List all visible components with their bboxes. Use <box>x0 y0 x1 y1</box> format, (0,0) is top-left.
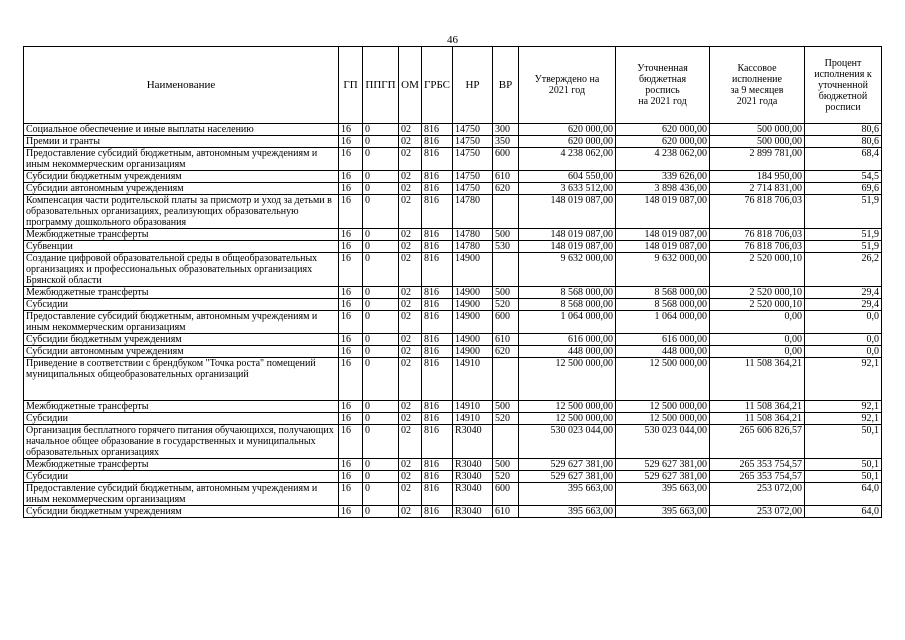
row-approved: 12 500 000,00 <box>519 358 616 401</box>
table-row <box>24 195 882 229</box>
row-name: Субсидии автономным учреждениям <box>24 183 339 195</box>
row-percent: 92,1 <box>805 358 882 401</box>
row-gp: 16 <box>339 483 363 506</box>
table-row <box>24 136 882 148</box>
row-gp: 16 <box>339 346 363 358</box>
row-om: 02 <box>399 311 422 334</box>
row-cash: 0,00 <box>710 346 805 358</box>
row-nr: 14910 <box>453 401 493 413</box>
row-grbs: 816 <box>422 195 453 229</box>
row-percent: 50,1 <box>805 471 882 483</box>
row-gp: 16 <box>339 311 363 334</box>
row-ppgp: 0 <box>363 136 399 148</box>
row-name: Предоставление субсидий бюджетным, автономным учреждениям и иным некоммерческим организациям <box>24 148 339 171</box>
header-gp: ГП <box>339 47 363 124</box>
row-ppgp: 0 <box>363 287 399 299</box>
row-nr: 14910 <box>453 413 493 425</box>
table-row <box>24 346 882 358</box>
row-refined: 530 023 044,00 <box>616 425 710 459</box>
row-vr: 500 <box>493 287 519 299</box>
row-refined: 616 000,00 <box>616 334 710 346</box>
row-ppgp: 0 <box>363 483 399 506</box>
row-percent: 51,9 <box>805 229 882 241</box>
row-gp: 16 <box>339 124 363 136</box>
row-cash: 500 000,00 <box>710 124 805 136</box>
row-vr: 610 <box>493 334 519 346</box>
table-row <box>24 171 882 183</box>
row-vr: 610 <box>493 506 519 518</box>
row-gp: 16 <box>339 136 363 148</box>
row-grbs: 816 <box>422 136 453 148</box>
table-row <box>24 148 882 171</box>
row-vr <box>493 253 519 287</box>
row-nr: 14900 <box>453 287 493 299</box>
row-approved: 12 500 000,00 <box>519 413 616 425</box>
table-row <box>24 287 882 299</box>
row-approved: 620 000,00 <box>519 124 616 136</box>
row-approved: 530 023 044,00 <box>519 425 616 459</box>
row-percent: 0,0 <box>805 334 882 346</box>
row-refined: 8 568 000,00 <box>616 299 710 311</box>
row-name: Субсидии бюджетным учреждениям <box>24 506 339 518</box>
row-vr: 600 <box>493 148 519 171</box>
row-vr: 500 <box>493 459 519 471</box>
row-nr: 14900 <box>453 299 493 311</box>
row-gp: 16 <box>339 299 363 311</box>
row-percent: 69,6 <box>805 183 882 195</box>
row-refined: 8 568 000,00 <box>616 287 710 299</box>
row-name: Межбюджетные трансферты <box>24 229 339 241</box>
row-cash: 11 508 364,21 <box>710 413 805 425</box>
row-cash: 76 818 706,03 <box>710 241 805 253</box>
row-vr: 500 <box>493 401 519 413</box>
row-name: Компенсация части родительской платы за присмотр и уход за детьми в образовательных организациях, реализующих образовательную программу дошкольного образования <box>24 195 339 229</box>
row-om: 02 <box>399 425 422 459</box>
row-approved: 1 064 000,00 <box>519 311 616 334</box>
row-om: 02 <box>399 183 422 195</box>
header-ppgp: ППГП <box>363 47 399 124</box>
row-om: 02 <box>399 136 422 148</box>
row-grbs: 816 <box>422 253 453 287</box>
header-nr: НР <box>453 47 493 124</box>
row-grbs: 816 <box>422 299 453 311</box>
row-nr: 14780 <box>453 241 493 253</box>
table-body <box>24 124 882 518</box>
row-om: 02 <box>399 287 422 299</box>
row-approved: 4 238 062,00 <box>519 148 616 171</box>
row-om: 02 <box>399 401 422 413</box>
row-grbs: 816 <box>422 171 453 183</box>
header-vr: ВР <box>493 47 519 124</box>
row-om: 02 <box>399 459 422 471</box>
row-ppgp: 0 <box>363 299 399 311</box>
row-percent: 26,2 <box>805 253 882 287</box>
row-grbs: 816 <box>422 459 453 471</box>
row-vr <box>493 425 519 459</box>
row-vr: 620 <box>493 346 519 358</box>
table-row <box>24 299 882 311</box>
row-name: Организация бесплатного горячего питания обучающихся, получающих начальное общее образование в государственных и муниципальных образовательных организациях <box>24 425 339 459</box>
row-ppgp: 0 <box>363 124 399 136</box>
row-ppgp: 0 <box>363 425 399 459</box>
row-nr: R3040 <box>453 471 493 483</box>
row-om: 02 <box>399 253 422 287</box>
row-refined: 12 500 000,00 <box>616 413 710 425</box>
table-row <box>24 459 882 471</box>
row-cash: 11 508 364,21 <box>710 401 805 413</box>
row-percent: 68,4 <box>805 148 882 171</box>
row-refined: 148 019 087,00 <box>616 241 710 253</box>
row-nr: 14910 <box>453 358 493 401</box>
row-cash: 2 520 000,10 <box>710 253 805 287</box>
row-ppgp: 0 <box>363 471 399 483</box>
row-om: 02 <box>399 358 422 401</box>
row-gp: 16 <box>339 148 363 171</box>
row-grbs: 816 <box>422 401 453 413</box>
row-grbs: 816 <box>422 287 453 299</box>
row-vr: 350 <box>493 136 519 148</box>
table-row <box>24 183 882 195</box>
row-om: 02 <box>399 148 422 171</box>
row-refined: 148 019 087,00 <box>616 229 710 241</box>
row-grbs: 816 <box>422 334 453 346</box>
row-ppgp: 0 <box>363 229 399 241</box>
row-gp: 16 <box>339 506 363 518</box>
row-approved: 148 019 087,00 <box>519 241 616 253</box>
row-nr: 14750 <box>453 148 493 171</box>
table-row <box>24 358 882 401</box>
row-ppgp: 0 <box>363 241 399 253</box>
row-nr: 14750 <box>453 124 493 136</box>
table-row <box>24 425 882 459</box>
row-grbs: 816 <box>422 241 453 253</box>
row-om: 02 <box>399 229 422 241</box>
row-om: 02 <box>399 471 422 483</box>
table-row <box>24 413 882 425</box>
row-om: 02 <box>399 124 422 136</box>
row-percent: 50,1 <box>805 425 882 459</box>
header-name: Наименование <box>24 47 339 124</box>
row-gp: 16 <box>339 253 363 287</box>
row-approved: 395 663,00 <box>519 506 616 518</box>
table-row <box>24 311 882 334</box>
row-cash: 0,00 <box>710 334 805 346</box>
row-gp: 16 <box>339 171 363 183</box>
row-ppgp: 0 <box>363 171 399 183</box>
row-cash: 2 520 000,10 <box>710 299 805 311</box>
row-om: 02 <box>399 299 422 311</box>
row-ppgp: 0 <box>363 311 399 334</box>
row-percent: 80,6 <box>805 136 882 148</box>
table-row <box>24 229 882 241</box>
table-row <box>24 241 882 253</box>
row-om: 02 <box>399 506 422 518</box>
row-gp: 16 <box>339 229 363 241</box>
row-refined: 4 238 062,00 <box>616 148 710 171</box>
row-cash: 2 714 831,00 <box>710 183 805 195</box>
row-vr <box>493 195 519 229</box>
row-ppgp: 0 <box>363 334 399 346</box>
row-vr: 530 <box>493 241 519 253</box>
row-approved: 3 633 512,00 <box>519 183 616 195</box>
row-nr: 14900 <box>453 253 493 287</box>
row-percent: 80,6 <box>805 124 882 136</box>
row-percent: 29,4 <box>805 299 882 311</box>
row-name: Субсидии бюджетным учреждениям <box>24 334 339 346</box>
row-om: 02 <box>399 413 422 425</box>
row-refined: 620 000,00 <box>616 136 710 148</box>
row-nr: R3040 <box>453 425 493 459</box>
row-ppgp: 0 <box>363 506 399 518</box>
row-gp: 16 <box>339 334 363 346</box>
table-header-row <box>24 47 882 124</box>
row-name: Межбюджетные трансферты <box>24 401 339 413</box>
row-refined: 620 000,00 <box>616 124 710 136</box>
row-percent: 51,9 <box>805 195 882 229</box>
row-approved: 9 632 000,00 <box>519 253 616 287</box>
row-nr: R3040 <box>453 459 493 471</box>
header-cash: Кассовое исполнение за 9 месяцев 2021 года <box>710 47 805 124</box>
table-row <box>24 401 882 413</box>
row-refined: 12 500 000,00 <box>616 358 710 401</box>
row-vr: 600 <box>493 311 519 334</box>
row-name: Межбюджетные трансферты <box>24 459 339 471</box>
row-refined: 339 626,00 <box>616 171 710 183</box>
row-approved: 604 550,00 <box>519 171 616 183</box>
row-name: Межбюджетные трансферты <box>24 287 339 299</box>
budget-execution-table <box>23 46 882 518</box>
table-row <box>24 253 882 287</box>
row-om: 02 <box>399 195 422 229</box>
row-nr: 14750 <box>453 171 493 183</box>
row-cash: 184 950,00 <box>710 171 805 183</box>
row-gp: 16 <box>339 459 363 471</box>
row-gp: 16 <box>339 413 363 425</box>
row-percent: 92,1 <box>805 413 882 425</box>
row-percent: 64,0 <box>805 506 882 518</box>
row-cash: 265 353 754,57 <box>710 459 805 471</box>
row-grbs: 816 <box>422 413 453 425</box>
row-om: 02 <box>399 483 422 506</box>
row-refined: 12 500 000,00 <box>616 401 710 413</box>
row-name: Субвенции <box>24 241 339 253</box>
row-grbs: 816 <box>422 471 453 483</box>
row-approved: 395 663,00 <box>519 483 616 506</box>
row-name: Социальное обеспечение и иные выплаты населению <box>24 124 339 136</box>
row-vr: 610 <box>493 171 519 183</box>
row-om: 02 <box>399 171 422 183</box>
row-refined: 3 898 436,00 <box>616 183 710 195</box>
row-grbs: 816 <box>422 183 453 195</box>
row-refined: 9 632 000,00 <box>616 253 710 287</box>
row-nr: 14900 <box>453 334 493 346</box>
row-approved: 529 627 381,00 <box>519 471 616 483</box>
row-cash: 0,00 <box>710 311 805 334</box>
row-percent: 0,0 <box>805 346 882 358</box>
row-grbs: 816 <box>422 358 453 401</box>
page-number: 46 <box>447 34 458 46</box>
row-refined: 395 663,00 <box>616 506 710 518</box>
row-ppgp: 0 <box>363 346 399 358</box>
row-grbs: 816 <box>422 483 453 506</box>
row-cash: 253 072,00 <box>710 506 805 518</box>
row-nr: R3040 <box>453 483 493 506</box>
row-refined: 529 627 381,00 <box>616 459 710 471</box>
row-approved: 616 000,00 <box>519 334 616 346</box>
row-name: Создание цифровой образовательной среды в общеобразовательных организациях и профессиональных образовательных организациях Брянской области <box>24 253 339 287</box>
row-name: Приведение в соответствии с брендбуком "Точка роста" помещений муниципальных общеобразовательных организаций <box>24 358 339 401</box>
row-name: Субсидии бюджетным учреждениям <box>24 171 339 183</box>
row-om: 02 <box>399 346 422 358</box>
row-om: 02 <box>399 241 422 253</box>
row-gp: 16 <box>339 401 363 413</box>
row-ppgp: 0 <box>363 195 399 229</box>
row-approved: 620 000,00 <box>519 136 616 148</box>
row-approved: 8 568 000,00 <box>519 299 616 311</box>
row-approved: 8 568 000,00 <box>519 287 616 299</box>
row-cash: 253 072,00 <box>710 483 805 506</box>
row-cash: 265 353 754,57 <box>710 471 805 483</box>
row-cash: 11 508 364,21 <box>710 358 805 401</box>
row-percent: 64,0 <box>805 483 882 506</box>
row-vr: 500 <box>493 229 519 241</box>
row-nr: 14900 <box>453 311 493 334</box>
row-nr: 14750 <box>453 183 493 195</box>
row-nr: R3040 <box>453 506 493 518</box>
row-name: Субсидии <box>24 471 339 483</box>
row-ppgp: 0 <box>363 358 399 401</box>
row-cash: 2 899 781,00 <box>710 148 805 171</box>
row-grbs: 816 <box>422 124 453 136</box>
row-ppgp: 0 <box>363 183 399 195</box>
row-cash: 500 000,00 <box>710 136 805 148</box>
row-gp: 16 <box>339 287 363 299</box>
row-percent: 0,0 <box>805 311 882 334</box>
row-ppgp: 0 <box>363 401 399 413</box>
row-ppgp: 0 <box>363 148 399 171</box>
header-approved: Утверждено на 2021 год <box>519 47 616 124</box>
row-approved: 529 627 381,00 <box>519 459 616 471</box>
row-nr: 14780 <box>453 195 493 229</box>
row-approved: 12 500 000,00 <box>519 401 616 413</box>
row-grbs: 816 <box>422 506 453 518</box>
row-cash: 76 818 706,03 <box>710 229 805 241</box>
row-cash: 2 520 000,10 <box>710 287 805 299</box>
row-name: Субсидии <box>24 299 339 311</box>
table-row <box>24 483 882 506</box>
row-grbs: 816 <box>422 148 453 171</box>
row-nr: 14780 <box>453 229 493 241</box>
header-grbs: ГРБС <box>422 47 453 124</box>
table-row <box>24 124 882 136</box>
row-ppgp: 0 <box>363 413 399 425</box>
row-ppgp: 0 <box>363 253 399 287</box>
row-gp: 16 <box>339 183 363 195</box>
row-vr <box>493 358 519 401</box>
header-refined: Уточненная бюджетная роспись на 2021 год <box>616 47 710 124</box>
row-om: 02 <box>399 334 422 346</box>
row-grbs: 816 <box>422 311 453 334</box>
row-vr: 520 <box>493 471 519 483</box>
row-gp: 16 <box>339 471 363 483</box>
row-approved: 448 000,00 <box>519 346 616 358</box>
row-ppgp: 0 <box>363 459 399 471</box>
header-om: ОМ <box>399 47 422 124</box>
row-grbs: 816 <box>422 346 453 358</box>
row-gp: 16 <box>339 195 363 229</box>
row-percent: 54,5 <box>805 171 882 183</box>
row-refined: 395 663,00 <box>616 483 710 506</box>
row-gp: 16 <box>339 425 363 459</box>
row-nr: 14750 <box>453 136 493 148</box>
row-vr: 600 <box>493 483 519 506</box>
row-name: Предоставление субсидий бюджетным, автономным учреждениям и иным некоммерческим организациям <box>24 483 339 506</box>
row-percent: 50,1 <box>805 459 882 471</box>
row-vr: 520 <box>493 299 519 311</box>
row-grbs: 816 <box>422 425 453 459</box>
row-refined: 148 019 087,00 <box>616 195 710 229</box>
row-refined: 448 000,00 <box>616 346 710 358</box>
header-percent: Процент исполнения к уточненной бюджетной росписи <box>805 47 882 124</box>
row-nr: 14900 <box>453 346 493 358</box>
row-refined: 529 627 381,00 <box>616 471 710 483</box>
row-vr: 620 <box>493 183 519 195</box>
row-name: Субсидии <box>24 413 339 425</box>
row-name: Премии и гранты <box>24 136 339 148</box>
row-approved: 148 019 087,00 <box>519 229 616 241</box>
row-cash: 76 818 706,03 <box>710 195 805 229</box>
table-row <box>24 506 882 518</box>
row-vr: 300 <box>493 124 519 136</box>
row-percent: 92,1 <box>805 401 882 413</box>
row-refined: 1 064 000,00 <box>616 311 710 334</box>
row-gp: 16 <box>339 358 363 401</box>
row-percent: 29,4 <box>805 287 882 299</box>
table-row <box>24 471 882 483</box>
table-row <box>24 334 882 346</box>
row-percent: 51,9 <box>805 241 882 253</box>
row-gp: 16 <box>339 241 363 253</box>
row-vr: 520 <box>493 413 519 425</box>
row-name: Предоставление субсидий бюджетным, автономным учреждениям и иным некоммерческим организациям <box>24 311 339 334</box>
row-approved: 148 019 087,00 <box>519 195 616 229</box>
row-name: Субсидии автономным учреждениям <box>24 346 339 358</box>
row-cash: 265 606 826,57 <box>710 425 805 459</box>
row-grbs: 816 <box>422 229 453 241</box>
